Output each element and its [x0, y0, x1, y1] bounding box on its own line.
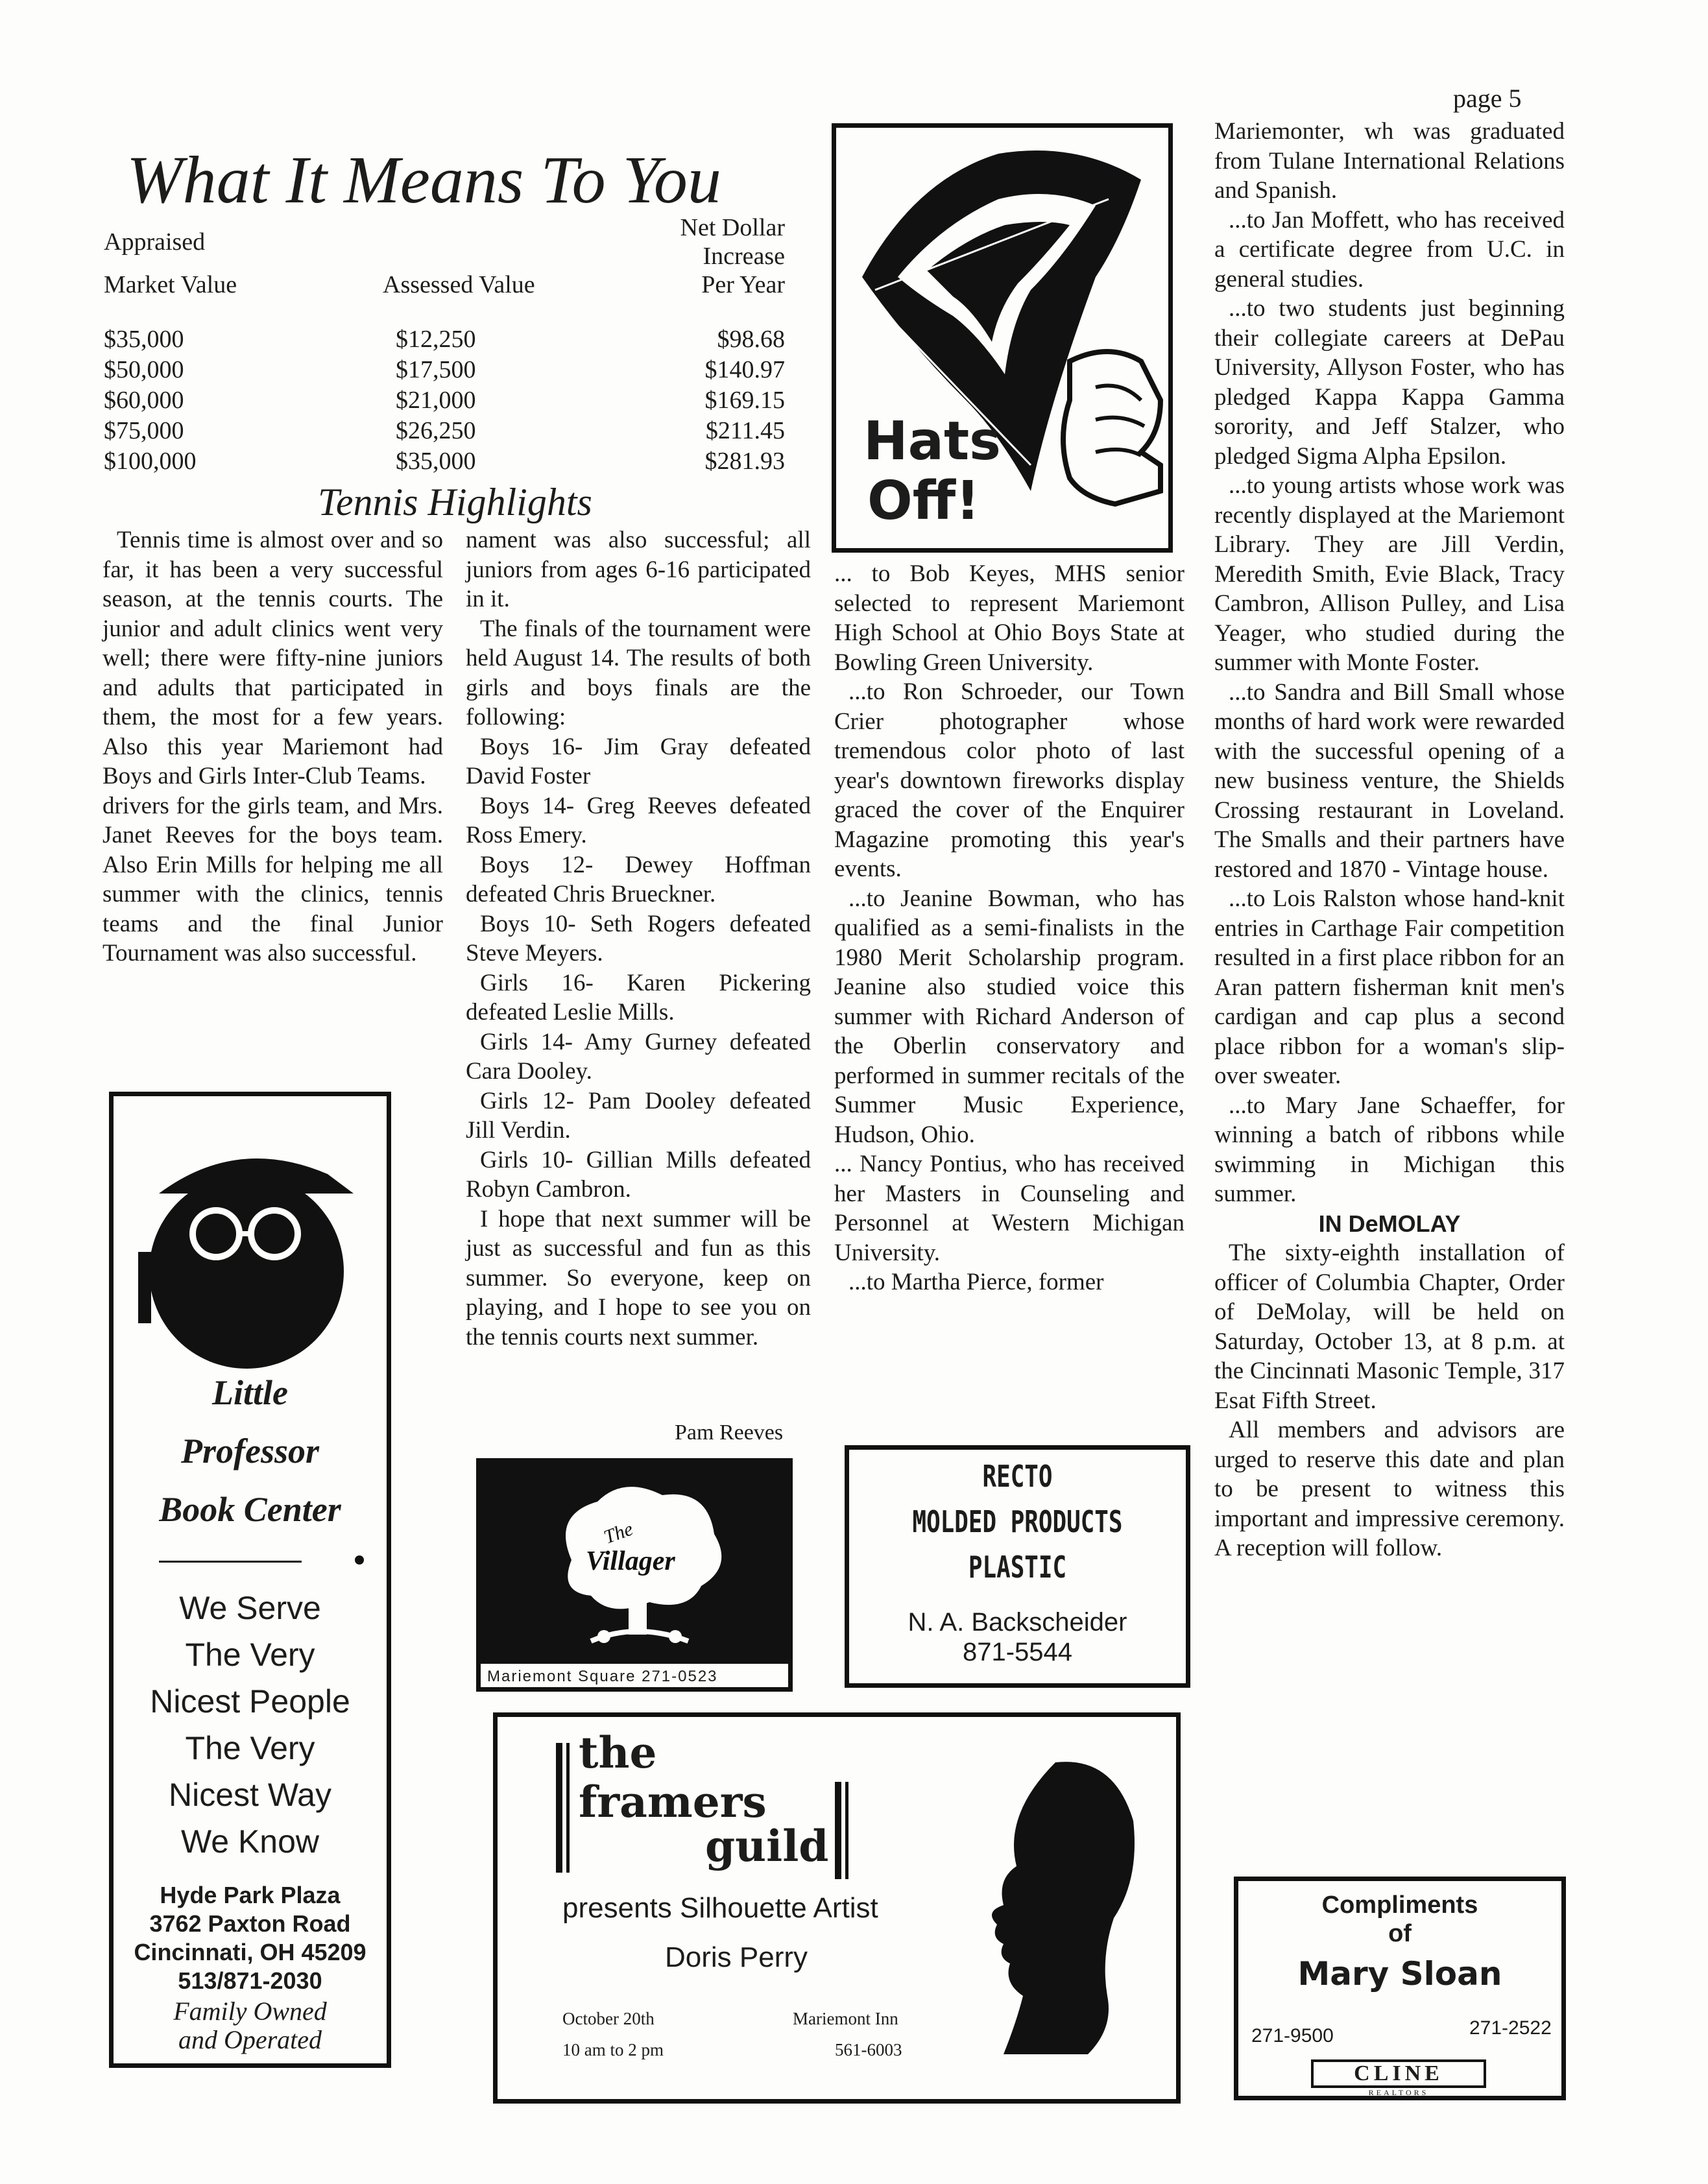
increase-cell: $98.68	[717, 326, 785, 353]
lp-slogan-line: The Very	[185, 1730, 315, 1766]
framers-presents: presents Silhouette Artist	[562, 1892, 878, 1924]
table-body	[104, 324, 785, 477]
framers-time: 10 am to 2 pm	[562, 2040, 664, 2059]
table-row	[104, 416, 785, 446]
table-row	[104, 385, 785, 416]
market-cell: $60,000	[104, 387, 184, 414]
assessed-cell: $21,000	[396, 387, 476, 414]
assessed-cell: $17,500	[396, 356, 476, 383]
demolay-paragraph: The sixty-eighth installation of officer of Columbia Chapter, Order of DeMolay, will be held on Saturday, October 13, at 8 p.m. at the Cincinnati Masonic Temple, 317 Esat Fifth Street.	[1214, 1240, 1565, 1414]
framers-artist: Doris Perry	[665, 1941, 808, 1973]
hats-off-column-3	[834, 559, 1185, 1297]
cline-logo-text: CLINE	[1354, 2061, 1443, 2085]
increase-cell: $281.93	[704, 448, 785, 475]
market-cell: $100,000	[104, 448, 197, 475]
lp-slogan-line: We Serve	[179, 1590, 321, 1626]
tennis-result: Boys 16- Jim Gray defeated David Foster	[466, 733, 811, 789]
sloan-name: Mary Sloan	[1297, 1955, 1502, 1993]
demolay-paragraph: All members and advisors are urged to reserve this date and plan to be present to witness this important and impressive ceremony. A reception will follow.	[1214, 1417, 1565, 1561]
tennis-heading: Tennis Highlights	[318, 481, 592, 523]
hats-off-graphic	[832, 123, 1173, 553]
recto-line3: PLASTIC	[968, 1550, 1067, 1585]
villager-logo-line2: Villager	[586, 1546, 675, 1576]
table-row	[104, 355, 785, 385]
framers-logo-line2: framers	[579, 1777, 767, 1827]
framers-phone: 561-6003	[835, 2040, 902, 2059]
header-per-year: Per Year	[701, 271, 785, 298]
lp-tagline-line1: Family Owned	[173, 1997, 327, 2026]
hats-off-item: ... Nancy Pontius, who has received her Masters in Counseling and Personnel at Western Michigan University.	[834, 1151, 1185, 1266]
market-cell: $75,000	[104, 417, 184, 444]
header-assessed-value: Assessed Value	[383, 271, 535, 298]
hats-off-item: ...to Sandra and Bill Small whose months of hard work were rewarded with the successful opening of a new business venture, the Shields Crossing restaurant in Loveland. The Smalls and their partners have restored and 1870 - Vintage house.	[1214, 678, 1565, 883]
hats-off-item: ...to Jan Moffett, who has received a certificate degree from U.C. in general studies.	[1214, 206, 1565, 293]
tennis-result: Girls 16- Karen Pickering defeated Leslie Mills.	[466, 969, 811, 1026]
lp-name-line3: Book Center	[159, 1490, 341, 1529]
increase-cell: $211.45	[705, 417, 785, 444]
increase-cell: $169.15	[704, 387, 785, 414]
tennis-byline: Pam Reeves	[675, 1421, 784, 1445]
hats-off-item: ...to Mary Jane Schaeffer, for winning a batch of ribbons while swimming in Michigan this summer.	[1214, 1092, 1565, 1207]
header-appraised: Appraised	[104, 228, 206, 256]
little-professor-ad	[109, 1092, 391, 2068]
tennis-paragraph: nament was also successful; all juniors from ages 6-16 participated in it.	[466, 527, 811, 612]
page-number: page 5	[1453, 84, 1522, 113]
recto-line1: RECTO	[982, 1459, 1053, 1494]
increase-cell: $140.97	[704, 356, 785, 383]
lp-slogan-line: The Very	[185, 1637, 315, 1673]
professor-head-icon	[114, 1096, 387, 1369]
lp-address-line: Hyde Park Plaza	[160, 1882, 341, 1908]
market-cell: $35,000	[104, 326, 184, 353]
villager-logo-line1: The	[601, 1518, 636, 1548]
hats-off-item: ... to Bob Keyes, MHS senior selected to represent Mariemont High School at Ohio Boys State at Bowling Green University.	[834, 560, 1185, 676]
tennis-paragraph: Tennis time is almost over and so far, it has been a very successful season, at the tennis courts. The junior and adult clinics went very well; there were fifty-nine juniors and adults that participated in them, the most for a few years. Also this year Mariemont had Boys and Girls Inter-Club Teams.	[102, 527, 443, 789]
lp-slogan-line: We Know	[180, 1823, 320, 1860]
tennis-result: Boys 10- Seth Rogers defeated Steve Meyers.	[466, 910, 811, 966]
assessed-cell: $26,250	[396, 417, 476, 444]
recto-ad	[845, 1445, 1190, 1688]
sloan-of: of	[1388, 1920, 1412, 1947]
demolay-heading: IN DeMOLAY	[1318, 1210, 1461, 1237]
tennis-paragraph: The finals of the tournament were held August 14. The results of both girls and boys finals are the following:	[466, 615, 811, 730]
tennis-column-2	[466, 525, 811, 1352]
lp-slogan-line: Nicest Way	[169, 1777, 331, 1813]
bullet-dot	[355, 1555, 364, 1565]
cline-logo-sub: REALTORS	[1368, 2088, 1429, 2097]
recto-phone: 871-5544	[962, 1638, 1073, 1666]
table-row	[104, 446, 785, 477]
divider	[159, 1561, 302, 1563]
hats-off-column-4	[1214, 117, 1565, 1563]
recto-contact: N. A. Backscheider	[908, 1608, 1127, 1637]
header-increase: Increase	[703, 243, 785, 270]
silhouette-portrait-icon	[978, 1749, 1146, 2061]
header-net-dollar: Net Dollar	[680, 214, 785, 241]
hats-off-item: ...to two students just beginning their collegiate careers at DePau University, Allyson Foster, who has pledged Kappa Kappa Gamma sorority, and Jeff Stalzer, who pledged Sigma Alpha Epsilon.	[1214, 295, 1565, 470]
lp-name-line1: Little	[212, 1373, 288, 1412]
header-market-value: Market Value	[104, 271, 237, 298]
lp-address-line: 513/871-2030	[178, 1967, 322, 1994]
hats-off-title-line1: Hats	[863, 411, 1001, 472]
lp-address-line: Cincinnati, OH 45209	[134, 1939, 367, 1965]
sloan-compliments: Compliments	[1321, 1891, 1478, 1919]
mary-sloan-ad	[1234, 1877, 1566, 2100]
framers-logo-line1: the	[579, 1727, 657, 1778]
sloan-phone1: 271-9500	[1251, 2025, 1334, 2046]
tennis-paragraph: drivers for the girls team, and Mrs. Janet Reeves for the boys team. Also Erin Mills for helping me all summer with the clinics, tennis teams and the final Junior Tournament was also successful.	[102, 792, 443, 966]
villager-ad	[476, 1458, 793, 1692]
market-cell: $50,000	[104, 356, 184, 383]
cline-logo	[1311, 2059, 1486, 2088]
hats-off-item: ...to Ron Schroeder, our Town Crier photographer whose tremendous color photo of last year's downtown fireworks display graced the cover of the Enquirer Magazine promoting this year's events.	[834, 678, 1185, 882]
tennis-closing: I hope that next summer will be just as successful and fun as this summer. So everyone, keep on playing, and I hope to see you on the tennis courts next summer.	[466, 1205, 811, 1350]
tennis-result: Girls 12- Pam Dooley defeated Jill Verdin.	[466, 1087, 811, 1144]
table-row	[104, 324, 785, 355]
villager-footer: Mariemont Square 271-0523	[487, 1668, 718, 1685]
recto-line2: MOLDED PRODUCTS	[912, 1504, 1123, 1539]
hats-off-item: ...to Lois Ralston whose hand-knit entries in Carthage Fair competition resulted in a first place ribbon for an Aran pattern fisherman knit men's cardigan and cap plus a second place ribbon for a woman's slip-over sweater.	[1214, 885, 1565, 1089]
framers-venue: Mariemont Inn	[793, 2009, 898, 2028]
lp-slogan-line: Nicest People	[150, 1683, 350, 1720]
framers-guild-ad	[493, 1712, 1181, 2104]
assessed-cell: $12,250	[396, 326, 476, 353]
sloan-phone2: 271-2522	[1469, 2017, 1552, 2039]
hats-off-item: ...to young artists whose work was recently displayed at the Mariemont Library. They are Jill Verdin, Meredith Smith, Evie Black, Tracy Cambron, Allison Pulley, and Lisa Yeager, who studied during the summer with Monte Foster.	[1214, 472, 1565, 676]
tennis-column-1	[102, 525, 443, 968]
hats-off-item: ...to Jeanine Bowman, who has qualified as a semi-finalists in the 1980 Merit Scholarship program. Jeanine also studied voice this summer with Richard Anderson of the Oberlin conservatory and performed in summer recitals of the Summer Music Experience, Hudson, Ohio.	[834, 885, 1185, 1148]
assessed-cell: $35,000	[396, 448, 476, 475]
tennis-result: Girls 10- Gillian Mills defeated Robyn Cambron.	[466, 1146, 811, 1203]
framers-logo-line3: guild	[705, 1821, 829, 1871]
framers-date: October 20th	[562, 2009, 655, 2028]
lp-name-line2: Professor	[181, 1432, 319, 1470]
tennis-result: Boys 12- Dewey Hoffman defeated Chris Brueckner.	[466, 851, 811, 907]
table-title: What It Means To You	[126, 143, 721, 217]
lp-address-line: 3762 Paxton Road	[149, 1910, 351, 1937]
tennis-result: Boys 14- Greg Reeves defeated Ross Emery.	[466, 792, 811, 848]
hats-off-item: Mariemonter, wh was graduated from Tulane International Relations and Spanish.	[1214, 118, 1565, 204]
hats-off-item: ...to Martha Pierce, former	[848, 1269, 1104, 1295]
tennis-result: Girls 14- Amy Gurney defeated Cara Dooley.	[466, 1028, 811, 1085]
lp-tagline-line2: and Operated	[178, 2025, 322, 2054]
hats-off-title-line2: Off!	[867, 470, 980, 532]
